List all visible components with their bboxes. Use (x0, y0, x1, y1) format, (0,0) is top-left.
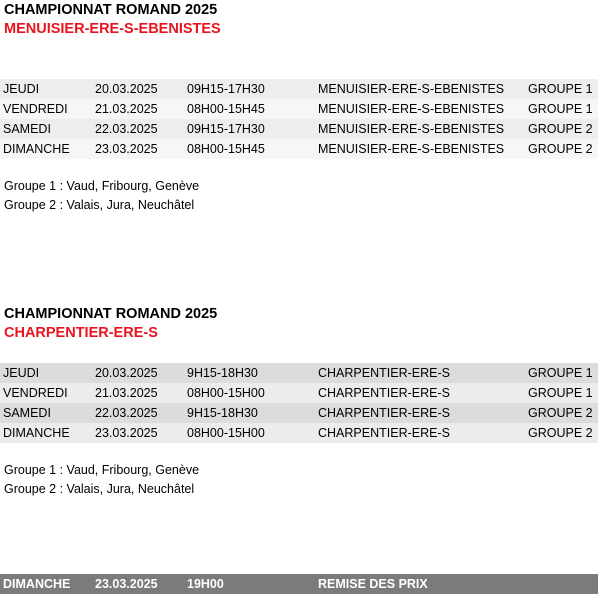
date-cell: 23.03.2025 (95, 426, 158, 440)
group-cell: GROUPE 1 (528, 82, 593, 96)
table-row (0, 79, 598, 99)
group-cell: GROUPE 1 (528, 386, 593, 400)
prize-ceremony-row (0, 574, 598, 594)
group-cell: GROUPE 1 (528, 366, 593, 380)
section2-subtitle: CHARPENTIER-ERE-S (4, 325, 158, 341)
prize-time: 19H00 (187, 577, 224, 591)
day-cell: DIMANCHE (3, 426, 70, 440)
section1-subtitle: MENUISIER-ERE-S-EBENISTES (4, 21, 221, 37)
time-cell: 09H15-17H30 (187, 82, 265, 96)
table-row (0, 403, 598, 423)
trade-cell: MENUISIER-ERE-S-EBENISTES (318, 122, 505, 136)
prize-day: DIMANCHE (3, 577, 71, 591)
group-cell: GROUPE 1 (528, 102, 593, 116)
time-cell: 08H00-15H45 (187, 142, 265, 156)
table-row (0, 99, 598, 119)
schedule-table-charpentiers (0, 363, 598, 443)
table-row (0, 139, 598, 159)
day-cell: VENDREDI (3, 102, 68, 116)
group-cell: GROUPE 2 (528, 406, 593, 420)
date-cell: 20.03.2025 (95, 82, 158, 96)
section2-title: CHAMPIONNAT ROMAND 2025 (4, 306, 218, 322)
time-cell: 08H00-15H00 (187, 426, 265, 440)
date-cell: 22.03.2025 (95, 122, 158, 136)
day-cell: SAMEDI (3, 406, 51, 420)
trade-cell: CHARPENTIER-ERE-S (318, 366, 450, 380)
group1-note: Groupe 1 : Vaud, Fribourg, Genève (4, 463, 200, 477)
group-cell: GROUPE 2 (528, 426, 593, 440)
trade-cell: CHARPENTIER-ERE-S (318, 426, 450, 440)
trade-cell: MENUISIER-ERE-S-EBENISTES (318, 142, 505, 156)
trade-cell: MENUISIER-ERE-S-EBENISTES (318, 102, 505, 116)
table-row (0, 383, 598, 403)
prize-label: REMISE DES PRIX (318, 577, 428, 591)
schedule-table-menuisiers (0, 79, 598, 159)
day-cell: VENDREDI (3, 386, 68, 400)
day-cell: SAMEDI (3, 122, 51, 136)
time-cell: 08H00-15H00 (187, 386, 265, 400)
trade-cell: CHARPENTIER-ERE-S (318, 406, 450, 420)
trade-cell: CHARPENTIER-ERE-S (318, 386, 450, 400)
section1-title: CHAMPIONNAT ROMAND 2025 (4, 2, 218, 18)
time-cell: 9H15-18H30 (187, 406, 258, 420)
date-cell: 21.03.2025 (95, 386, 158, 400)
table-row (0, 363, 598, 383)
date-cell: 20.03.2025 (95, 366, 158, 380)
time-cell: 09H15-17H30 (187, 122, 265, 136)
group-cell: GROUPE 2 (528, 142, 593, 156)
day-cell: JEUDI (3, 82, 40, 96)
prize-date: 23.03.2025 (95, 577, 158, 591)
table-row (0, 423, 598, 443)
day-cell: JEUDI (3, 366, 40, 380)
date-cell: 22.03.2025 (95, 406, 158, 420)
table-row (0, 119, 598, 139)
group-cell: GROUPE 2 (528, 122, 593, 136)
time-cell: 08H00-15H45 (187, 102, 265, 116)
day-cell: DIMANCHE (3, 142, 70, 156)
date-cell: 21.03.2025 (95, 102, 158, 116)
date-cell: 23.03.2025 (95, 142, 158, 156)
group2-note: Groupe 2 : Valais, Jura, Neuchâtel (4, 198, 195, 212)
group1-note: Groupe 1 : Vaud, Fribourg, Genève (4, 179, 200, 193)
time-cell: 9H15-18H30 (187, 366, 258, 380)
group2-note: Groupe 2 : Valais, Jura, Neuchâtel (4, 482, 195, 496)
trade-cell: MENUISIER-ERE-S-EBENISTES (318, 82, 505, 96)
